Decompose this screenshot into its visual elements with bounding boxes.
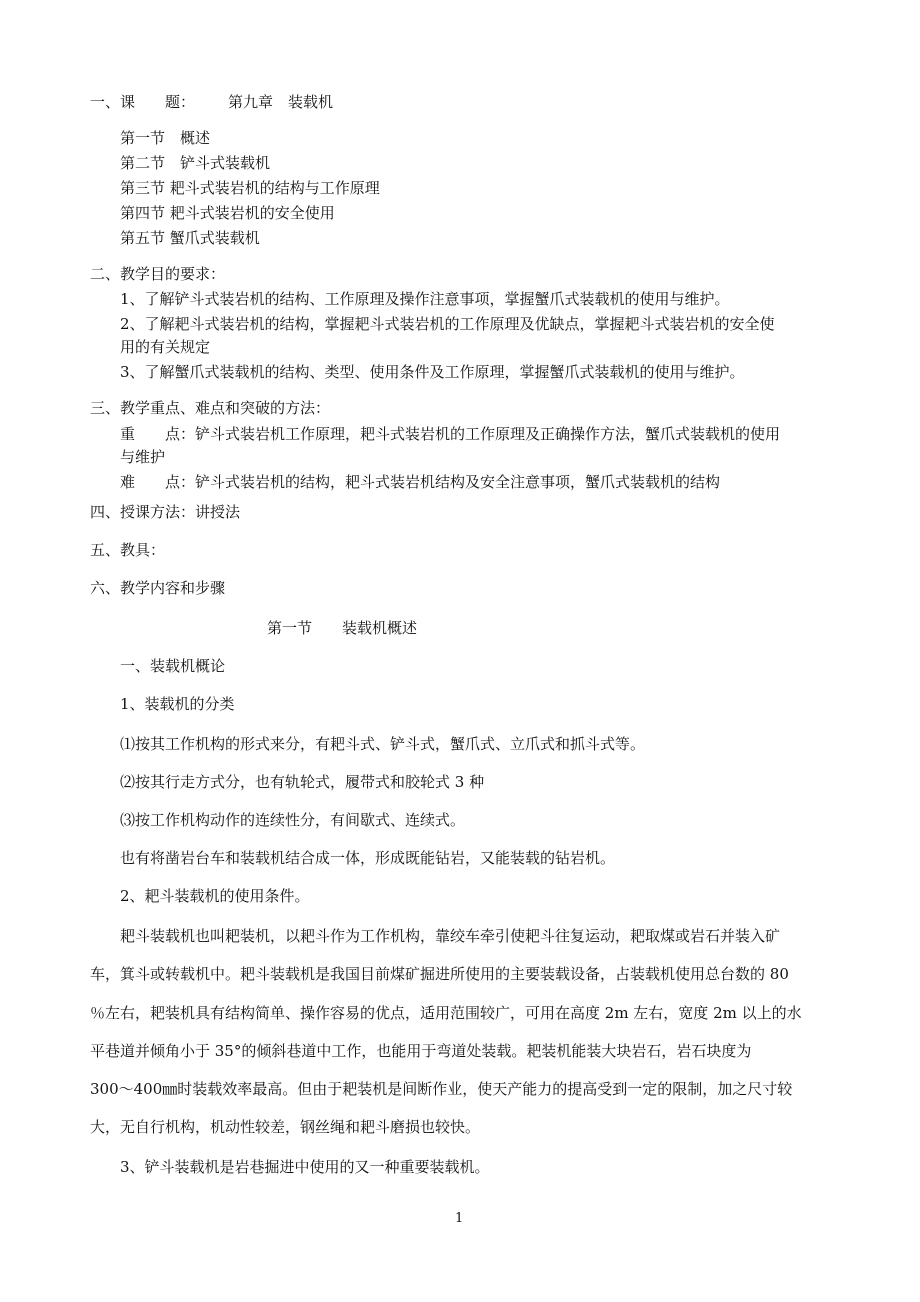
section-list-item: 第三节 耙斗式装岩机的结构与工作原理	[120, 179, 380, 197]
teaching-tools: 五、教具：	[90, 541, 166, 559]
paragraph-line: ％左右，耙装机具有结构简单、操作容易的优点，适用范围较广，可用在高度 2m 左右，宽度 2m 以上的水	[90, 1004, 802, 1022]
paragraph-line: 平巷道并倾角小于 35°的倾斜巷道中工作，也能用于弯道处装载。耙装机能装大块岩石，岩石块度为	[90, 1042, 752, 1060]
objective-item-continued: 用的有关规定	[120, 338, 211, 356]
classify-item: ⑶按工作机构动作的连续性分，有间歇式、连续式。	[120, 811, 466, 829]
difficulty-point: 难 点：铲斗式装岩机的结构，耙斗式装岩机结构及安全注意事项，蟹爪式装载机的结构	[120, 473, 721, 491]
section-list-item: 第五节 蟹爪式装载机	[120, 229, 260, 247]
key-points-heading: 三、教学重点、难点和突破的方法：	[90, 399, 331, 417]
usage-heading: 2、耙斗装载机的使用条件。	[120, 887, 310, 905]
classify-item: ⑵按其行走方式分，也有轨轮式，履带式和胶轮式 3 种	[120, 773, 485, 791]
section-list-item: 第二节 铲斗式装载机	[120, 154, 271, 172]
objectives-heading: 二、教学目的要求：	[90, 265, 226, 283]
paragraph-line: 车，箕斗或转载机中。耙斗装载机是我国目前煤矿掘进所使用的主要装载设备，占装载机使用总台数的 80	[90, 965, 789, 983]
content-heading: 六、教学内容和步骤	[90, 579, 226, 597]
objective-item: 1、了解铲斗式装岩机的结构、工作原理及操作注意事项，掌握蟹爪式装载机的使用与维护。	[120, 290, 730, 308]
page-number: 1	[455, 1211, 464, 1226]
focus-point-continued: 与维护	[120, 448, 166, 466]
sub-heading: 一、装载机概论	[120, 657, 226, 675]
classify-item: ⑴按其工作机构的形式来分，有耙斗式、铲斗式，蟹爪式、立爪式和抓斗式等。	[120, 735, 646, 753]
section-title: 第一节 装载机概述	[267, 619, 418, 637]
paragraph-line: 300～400㎜时装载效率最高。但由于耙装机是间断作业，使天产能力的提高受到一定的限制，加之尺寸较	[90, 1080, 793, 1098]
section-list-item: 第四节 耙斗式装岩机的安全使用	[120, 204, 335, 222]
classify-heading: 1、装载机的分类	[120, 695, 235, 713]
section-list-item: 第一节 概述	[120, 129, 211, 147]
topic-label: 一、课 题：	[90, 93, 196, 111]
paragraph-line: 耙斗装载机也叫耙装机，以耙斗作为工作机构，靠绞车牵引使耙斗往复运动，耙取煤或岩石并装入矿	[120, 927, 781, 945]
teaching-method: 四、授课方法：讲授法	[90, 503, 241, 521]
objective-item: 2、了解耙斗式装岩机的结构，掌握耙斗式装岩机的工作原理及优缺点，掌握耙斗式装岩机的安全使	[120, 315, 775, 333]
combo-note: 也有将凿岩台车和装载机结合成一体，形成既能钻岩，又能装载的钻岩机。	[120, 849, 616, 867]
topic-value: 第九章 装载机	[228, 93, 334, 111]
focus-point: 重 点：铲斗式装岩机工作原理，耙斗式装岩机的工作原理及正确操作方法，蟹爪式装载机的使用	[120, 425, 781, 443]
paragraph-line: 大，无自行机构，机动性较差，钢丝绳和耙斗磨损也较快。	[90, 1118, 481, 1136]
objective-item: 3、了解蟹爪式装载机的结构、类型、使用条件及工作原理，掌握蟹爪式装载机的使用与维护。	[120, 363, 745, 381]
shovel-note: 3、铲斗装载机是岩巷掘进中使用的又一种重要装载机。	[120, 1158, 490, 1176]
